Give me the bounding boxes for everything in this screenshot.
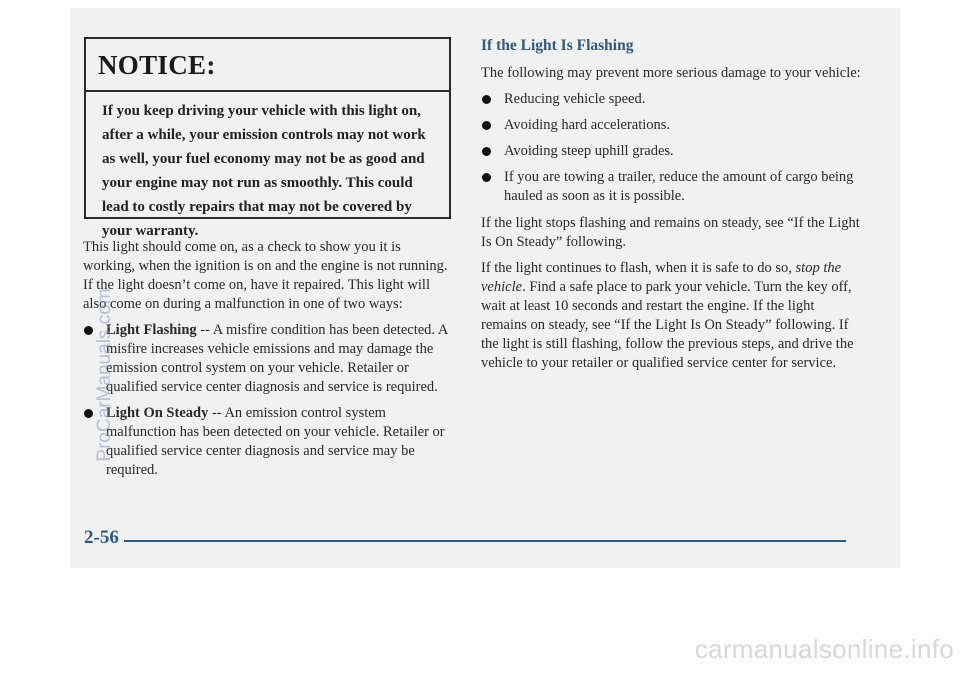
bullet-icon — [482, 121, 491, 130]
list-item — [481, 116, 861, 135]
intro-paragraph: This light should come on, as a check to show you it is working, when the ignition is on and the engine is not running. If the light doesn’t come on, have it repaired. This light will also come on during a malfunction in one of two ways: — [83, 239, 448, 312]
list-item-text: Avoiding steep uphill grades. — [504, 143, 674, 159]
section-heading: If the Light Is Flashing — [481, 37, 634, 54]
notice-title: NOTICE: — [86, 39, 449, 92]
continue-text-start: If the light continues to flash, when it is safe to do so, — [481, 260, 796, 276]
list-item — [481, 90, 861, 109]
watermark: ProCarManuals.com — [94, 288, 115, 462]
notice-text: If you keep driving your vehicle with this light on, after a while, your emission controls may not work as well, your fuel economy may not be as good and your engine may not run as smoothly. This could lead to costly repairs that may not be covered by your warranty. — [102, 103, 426, 239]
term-separator: -- — [208, 405, 225, 421]
footer-divider — [124, 540, 846, 542]
continue-paragraph — [481, 259, 861, 373]
term-light-on-steady: Light On Steady — [106, 405, 209, 421]
emphasis-stop-vehicle: stop the vehicle — [481, 260, 842, 295]
page-number: 2-56 — [84, 527, 119, 548]
notice-body — [86, 92, 449, 243]
bullet-icon — [84, 409, 93, 418]
list-item-text: Avoiding hard accelerations. — [504, 117, 671, 133]
section-intro: The following may prevent more serious damage to your vehicle: — [481, 65, 861, 81]
prevention-list — [481, 90, 861, 206]
steady-paragraph: If the light stops flashing and remains on steady, see “If the Light Is On Steady” following. — [481, 215, 860, 250]
list-item — [481, 168, 861, 206]
notice-box — [84, 37, 451, 239]
bullet-icon — [482, 147, 491, 156]
site-watermark: carmanualsonline.info — [694, 634, 954, 664]
bullet-icon — [482, 95, 491, 104]
list-item-text: Reducing vehicle speed. — [504, 91, 646, 107]
list-item-light-flashing — [83, 321, 451, 397]
continue-text-end: . Find a safe place to park your vehicle. Turn the key off, wait at least 10 seconds and restart the engine. If the light remains on steady, see “If the Light Is On Steady” following. If the light is still flashing, follow the previous steps, and drive the vehicle to your retailer or qualified service center for service. — [481, 279, 854, 371]
description-light-on-steady: An emission control system malfunction has been detected on your vehicle. Retailer or qualified service center diagnosis and service may be required. — [106, 405, 445, 478]
description-light-flashing: A misfire condition has been detected. A misfire increases vehicle emissions and may damage the emission control system on your vehicle. Retailer or qualified service center diagnosis and service is required. — [106, 322, 448, 395]
page-footer — [84, 527, 846, 557]
term-separator: -- — [196, 322, 213, 338]
right-column — [481, 36, 861, 380]
bullet-icon — [482, 173, 491, 182]
bullet-icon — [84, 326, 93, 335]
list-item — [481, 142, 861, 161]
list-item-light-on-steady — [83, 404, 451, 480]
term-light-flashing: Light Flashing — [106, 322, 197, 338]
left-column — [83, 238, 451, 488]
list-item-text: If you are towing a trailer, reduce the amount of cargo being hauled as soon as it is possible. — [504, 169, 854, 204]
malfunction-list — [83, 321, 451, 480]
